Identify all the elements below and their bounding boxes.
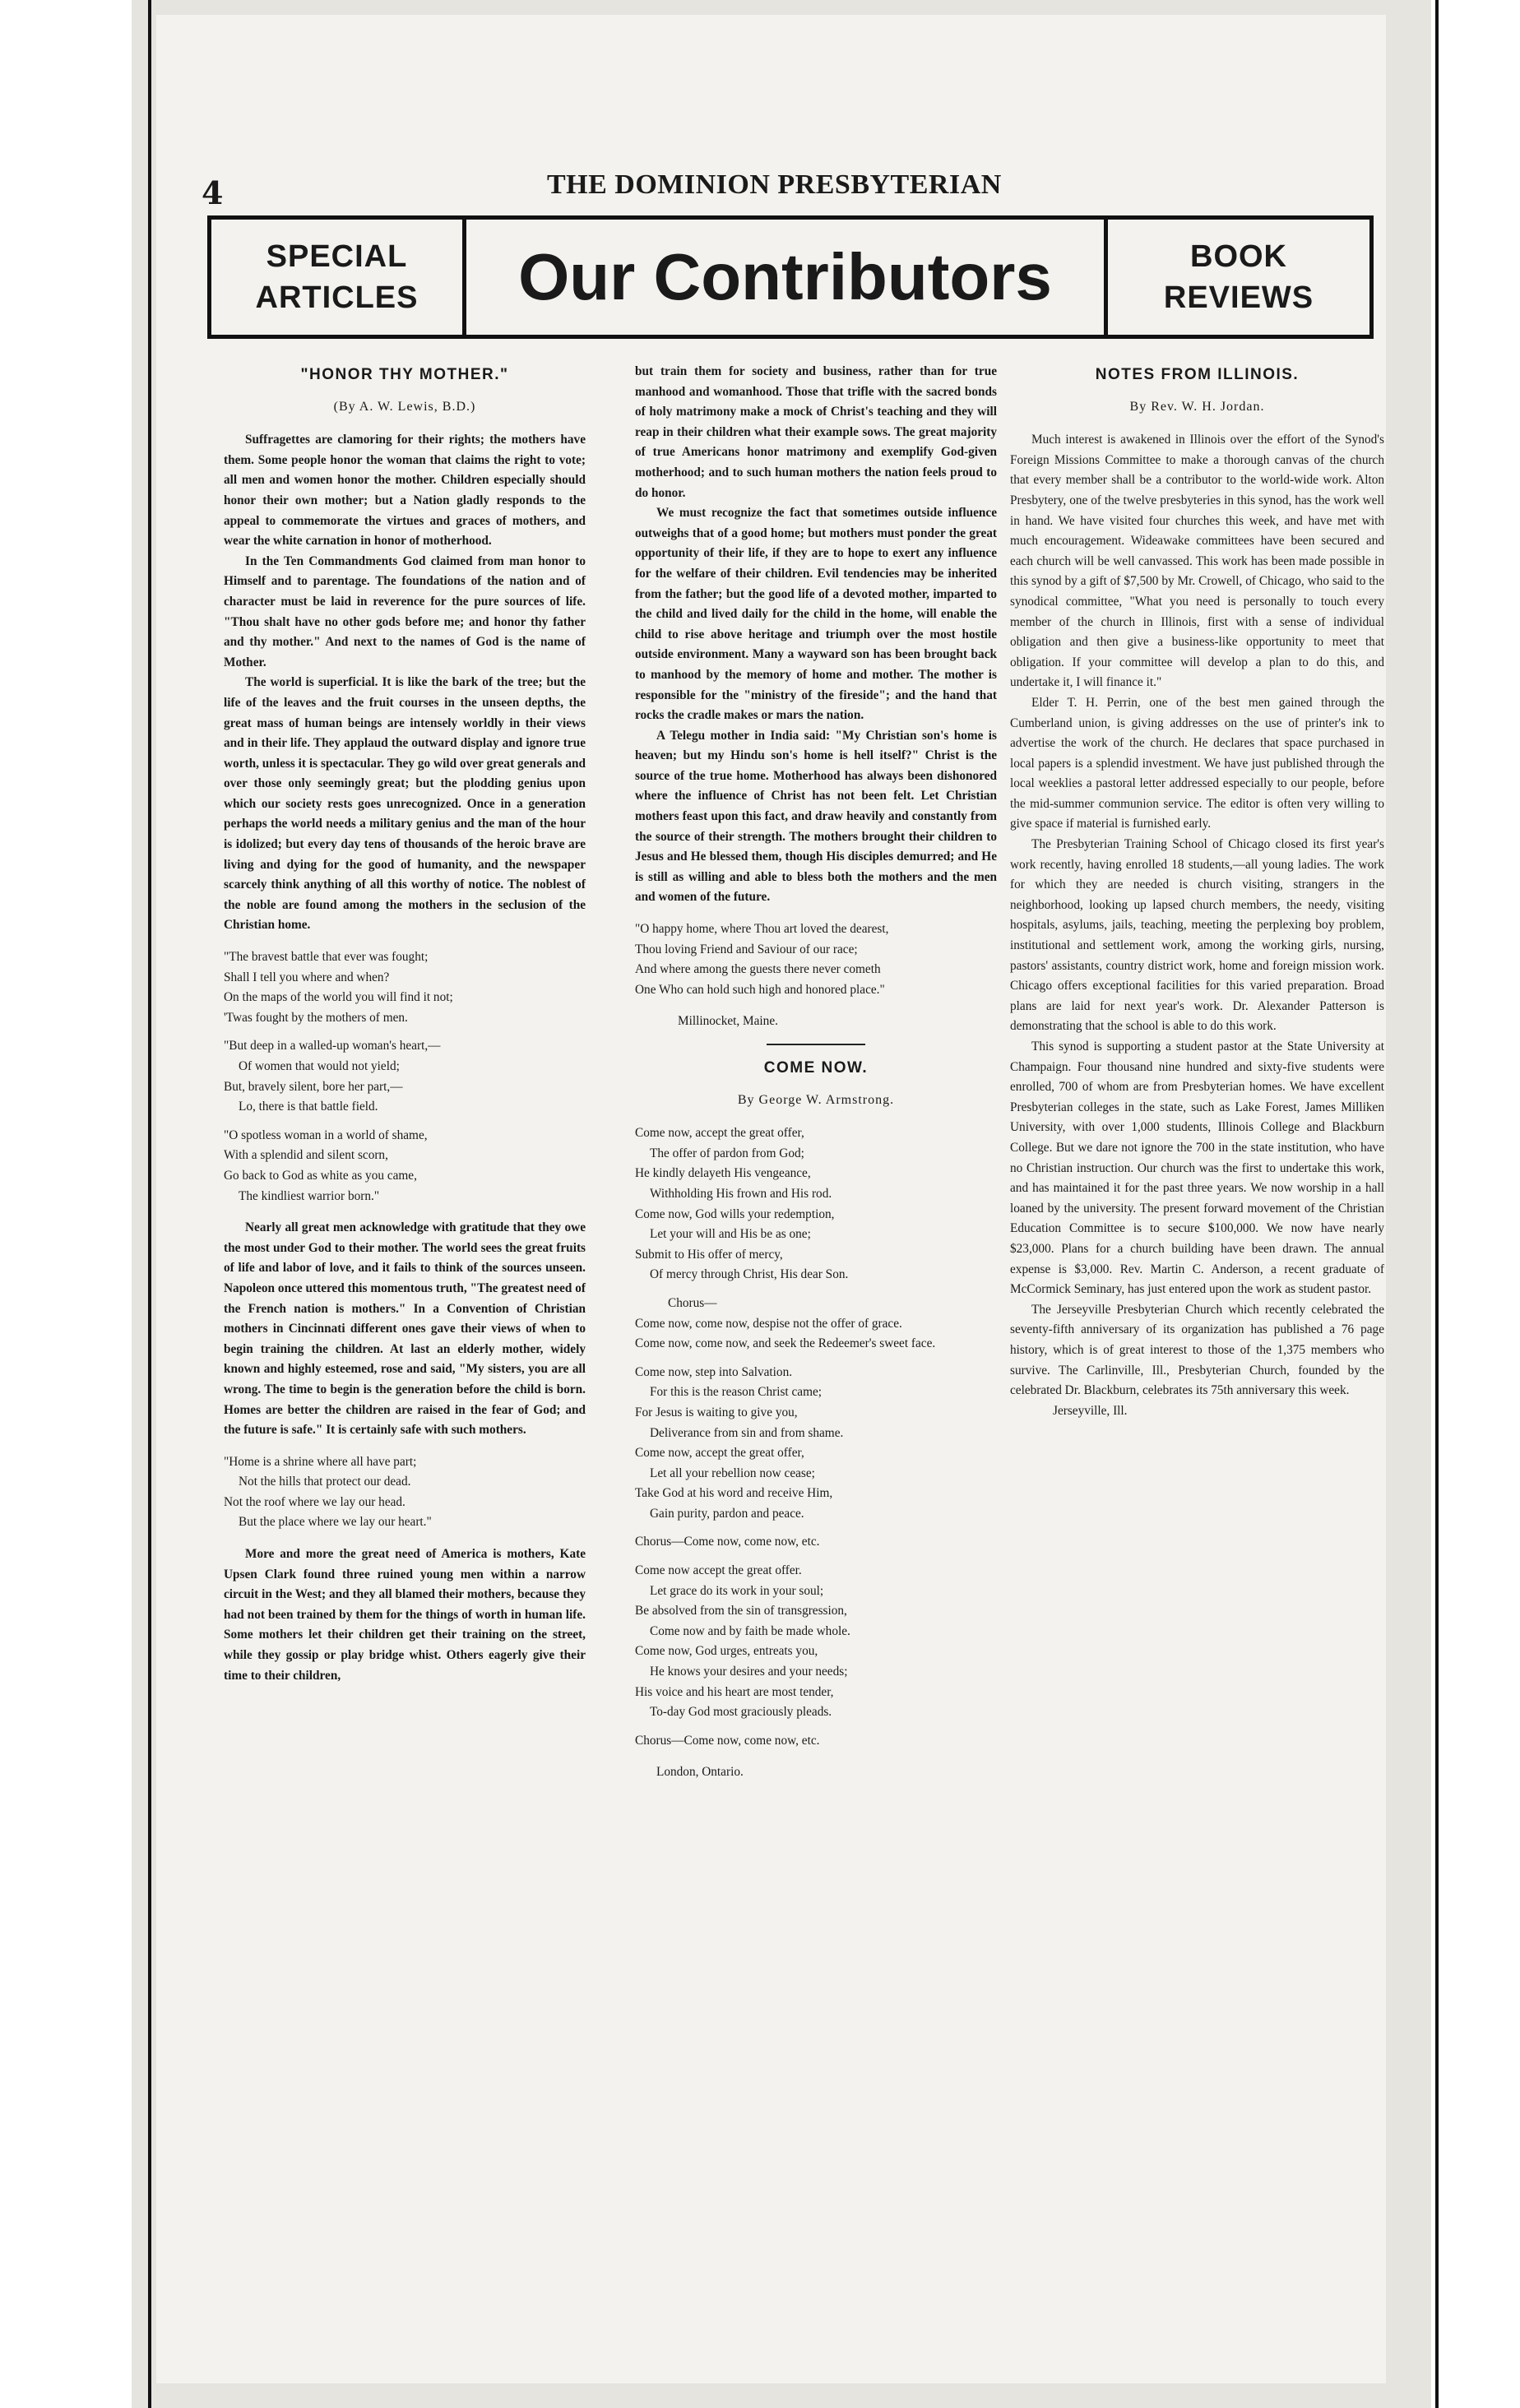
poem-line: 'Twas fought by the mothers of men. xyxy=(224,1010,408,1025)
paragraph: A Telegu mother in India said: "My Christian son's home is heaven; but my Hindu son's home is hell itself?" Christ is the source of the true home. Motherhood has always been dishonored where the influence of Christ has not been felt. Let Christian mothers feast upon this fact, and draw heavily and constantly from the source of their strength. The mothers brought their children to Jesus and He blessed them, though His disciples demurred; and He is still as willing and able to bless both the mothers and the men and women of the future. xyxy=(635,728,997,905)
poem-verse xyxy=(635,1561,997,1723)
poem-line: Take God at his word and receive Him, xyxy=(635,1486,833,1501)
column-2 xyxy=(635,362,997,1783)
poem-line: Come now, come now, and seek the Redeemer's sweet face. xyxy=(635,1336,936,1351)
poem-line: Come now accept the great offer. xyxy=(635,1563,802,1578)
poem-line: Submit to His offer of mercy, xyxy=(635,1247,783,1262)
poem-line: For Jesus is waiting to give you, xyxy=(635,1405,798,1419)
poem-line: He kindly delayeth His vengeance, xyxy=(635,1166,811,1181)
paragraph: More and more the great need of America is mothers, Kate Upsen Clark found three ruined young men within a narrow circuit in the West; and they all blamed their mothers, because they had not been trained by them for the things of worth in human life. Some mothers let their children get their training on the street, while they gossip or play bridge whist. Others eagerly give their time to their children, xyxy=(224,1547,586,1683)
article-title: "HONOR THY MOTHER." xyxy=(300,366,509,383)
poem xyxy=(224,947,586,1206)
scan-edge-left xyxy=(148,0,151,2408)
poem-verse xyxy=(635,919,997,1000)
poem-line: Thou loving Friend and Saviour of our race; xyxy=(635,942,858,956)
poem-verse xyxy=(224,1036,586,1117)
poem-line: Of mercy through Christ, His dear Son. xyxy=(650,1267,849,1282)
scan-edge-right xyxy=(1435,0,1439,2408)
article-byline: (By A. W. Lewis, B.D.) xyxy=(333,399,476,414)
poem-line: "O happy home, where Thou art loved the dearest, xyxy=(635,922,889,937)
poem-line: Chorus— xyxy=(668,1295,717,1310)
poem-line: Let all your rebellion now cease; xyxy=(650,1466,815,1480)
poem-line: Come now, God wills your redemption, xyxy=(635,1206,835,1221)
article-signoff: Millinocket, Maine. xyxy=(678,1014,778,1029)
poem-line: Chorus—Come now, come now, etc. xyxy=(635,1733,820,1748)
paragraph: Nearly all great men acknowledge with gratitude that they owe the most under God to their mother. The world sees the great fruits of life and labor of love, and it fails to think of the sources unseen. Napoleon once uttered this momentous truth, "The greatest need of the French nation is mothers." In a Convention of Christian mothers in Cincinnati different ones gave their views of when to begin training the children. At last an elderly mother, widely known and highly esteemed, rose and said, "My sisters, you are all wrong. The time to begin is the generation before the child is born. Homes are better the children are raised in the fear of God; and the future is safe." It is certainly safe with such mothers. xyxy=(224,1220,586,1438)
poem-verse xyxy=(635,1294,997,1354)
poem-verse xyxy=(224,1452,586,1533)
poem-line: Come now, accept the great offer, xyxy=(635,1126,804,1141)
banner-title: Our Contributors xyxy=(518,240,1052,313)
banner-right-box xyxy=(1104,220,1369,335)
poem-line: His voice and his heart are most tender, xyxy=(635,1684,834,1699)
paragraph: This synod is supporting a student pastor at the State University at Champaign. Four thousand nine hundred and sixty-five students were enrolled, 700 of whom are from Presbyterian homes. We have excellent Presbyterian colleges in the state, such as Lake Forest, James Milliken University, with over 1,000 students, Illinois College and Blackburn College. But we dare not ignore the 700 in the state institution, who have no Christian instruction. Our church was the first to undertake this work, and has maintained it for the past three years. We now worship in a hall loaned by the university. The present forward movement of the Christian Education Committee is to secure $100,000. We now have nearly $23,000. Plans for a church building have been drawn. The annual expense is $3,000. Rev. Martin C. Anderson, a recent graduate of McCormick Seminary, has just entered upon the work as student pastor. xyxy=(1010,1040,1384,1297)
page-number: 4 xyxy=(202,174,224,211)
poem-line: Not the roof where we lay our head. xyxy=(224,1494,405,1509)
banner-special-articles: SPECIAL ARTICLES xyxy=(255,239,419,315)
poem-line: Go back to God as white as you came, xyxy=(224,1168,417,1183)
poem-line: The kindliest warrior born." xyxy=(239,1188,380,1203)
poem xyxy=(635,919,997,1000)
poem-line: Chorus—Come now, come now, etc. xyxy=(635,1535,820,1549)
poem-line: "Home is a shrine where all have part; xyxy=(224,1454,417,1469)
poem-line: Come now, step into Salvation. xyxy=(635,1364,793,1379)
poem-line: For this is the reason Christ came; xyxy=(650,1385,823,1400)
poem-line: He knows your desires and your needs; xyxy=(650,1665,848,1679)
divider-rule xyxy=(767,1044,865,1045)
section-banner xyxy=(207,215,1374,339)
paragraph: but train them for society and business, rather than for true manhood and womanhood. Those that trifle with the sacred bonds of holy matrimony make a mock of Christ's teaching and they will reap in their children what their example sows. The great majority of true Americans honor matrimony and exemplify God-given motherhood; and to such human mothers the nation feels proud to do honor. xyxy=(635,364,997,500)
poem-line: Let grace do its work in your soul; xyxy=(650,1583,824,1598)
article-signoff: London, Ontario. xyxy=(656,1765,744,1780)
poem-line: On the maps of the world you will find it not; xyxy=(224,990,453,1005)
poem-line: "But deep in a walled-up woman's heart,— xyxy=(224,1039,441,1054)
poem-verse xyxy=(635,1123,997,1285)
running-head: THE DOMINION PRESBYTERIAN xyxy=(547,169,1002,200)
paragraph: Much interest is awakened in Illinois over the effort of the Synod's Foreign Missions Committee to make a thorough canvas of the church that every member shall be a contributor to the world-wide work. Alton Presbytery, one of the twelve presbyteries in this synod, has the work well in hand. We have visited four churches this week, and have met with much encouragement. Wideawake committees have been secured and each church will be well canvassed. This work has been made possible in this synod by a gift of $7,500 by Mr. Crowell, of Chicago, who said to the synodical committee, "What you need is personally to touch every member of the church in Illinois, first with a sense of individual obligation and then give a business-like opportunity to meet that obligation. If your committee will develop a plan to do this, and undertake it, I will finance it." xyxy=(1010,433,1384,690)
poem-verse xyxy=(635,1363,997,1525)
poem-line: Come now, God urges, entreats you, xyxy=(635,1644,818,1659)
poem-line: Shall I tell you where and when? xyxy=(224,970,390,984)
banner-center xyxy=(466,220,1104,335)
paragraph: Suffragettes are clamoring for their rights; the mothers have them. Some people honor the woman that claims the right to vote; all men and women honor the mother. Children especially should honor their own mother; but a Nation gladly responds to the appeal to commemorate the virtues and graces of mothers, and wear the white carnation in honor of motherhood. xyxy=(224,433,586,549)
poem xyxy=(224,1452,586,1533)
poem-verse xyxy=(224,947,586,1028)
paragraph: The Presbyterian Training School of Chicago closed its first year's work recently, having enrolled 18 students,—all young ladies. The work for which they are needed is church visiting, strangers in the neighborhood, looking up lapsed church members, the needy, visiting hospitals, asylums, jails, teaching, meeting the perplexing boy problem, institutional and settlement work, among the working girls, nursing, pastors' assistants, country district work, home and foreign mission work. Chicago offers exceptional facilities for this varied preparation. Broad plans are laid for next year's work. Dr. Alexander Patterson is demonstrating that the school is able to do this work. xyxy=(1010,837,1384,1034)
poem-line: "O spotless woman in a world of shame, xyxy=(224,1128,428,1142)
paragraph: The world is superficial. It is like the bark of the tree; but the life of the leaves and the fruit courses in the unseen depths, the great mass of human beings are intensely worldly in their views and in their life. They applaud the outward display and ignore true worth, unless it is spectacular. They go wild over great generals and over those only seemingly great; but the plodding genius upon which our society rests goes unrecognized. Once in a generation perhaps the world needs a military genius and the man of the hour is idolized; but every day tens of thousands of the heroic brave are living and dying for the good of humanity, and the newspaper scarcely think anything of all this worthy of notice. The noblest of the noble are found among the mothers in the seclusion of the Christian home. xyxy=(224,675,586,933)
paragraph: The Jerseyville Presbyterian Church which recently celebrated the seventy-fifth anniversary of its organization has published a 76 page history, which is of great interest to those of the 1,375 members who survive. The Carlinville, Ill., Presbyterian Church, founded by the celebrated Dr. Blackburn, celebrates its 75th anniversary this week. xyxy=(1010,1302,1384,1398)
poem-line: Gain purity, pardon and peace. xyxy=(650,1506,804,1521)
poem-line: Withholding His frown and His rod. xyxy=(650,1186,832,1201)
column-1 xyxy=(224,362,586,1686)
article-title: NOTES FROM ILLINOIS. xyxy=(1095,366,1300,383)
poem-line: With a splendid and silent scorn, xyxy=(224,1148,388,1163)
poem-line: One Who can hold such high and honored place." xyxy=(635,982,885,997)
banner-book-reviews: BOOK REVIEWS xyxy=(1163,239,1314,315)
article-signoff: Jerseyville, Ill. xyxy=(1053,1403,1128,1418)
poem-line: Be absolved from the sin of transgression, xyxy=(635,1604,847,1618)
poem-line: And where among the guests there never cometh xyxy=(635,962,881,977)
paragraph: In the Ten Commandments God claimed from man honor to Himself and to parentage. The foundations of the nation and of character must be laid in reverence for the pure sources of life. "Thou shalt have no other gods before me; and honor thy father and thy mother." And next to the names of God is the name of Mother. xyxy=(224,553,586,669)
poem-line: But, bravely silent, bore her part,— xyxy=(224,1079,403,1094)
poem-line: The offer of pardon from God; xyxy=(650,1146,804,1160)
article-byline: By Rev. W. H. Jordan. xyxy=(1129,399,1265,414)
poem-verse xyxy=(224,1126,586,1206)
poem-line: "The bravest battle that ever was fought; xyxy=(224,950,429,965)
poem-line: Not the hills that protect our dead. xyxy=(239,1475,411,1489)
poem-line: Come now, come now, despise not the offer of grace. xyxy=(635,1316,902,1331)
banner-left-box xyxy=(211,220,466,335)
poem-line: Of women that would not yield; xyxy=(239,1059,400,1073)
poem-line: Deliverance from sin and from shame. xyxy=(650,1425,844,1440)
poem-line: Lo, there is that battle field. xyxy=(239,1100,378,1114)
poem xyxy=(635,1123,997,1751)
paragraph: We must recognize the fact that sometimes outside influence outweighs that of a good home; but mothers must ponder the great opportunity of their life, if they are to hope to exert any influence for the welfare of their children. Evil tendencies may be inherited from the father; but the good life of a devoted mother, imparted to the child and lived daily for the child in the home, will enable the child to rise above heritage and triumph over the most hostile outside environment. Many a wayward son has been brought back to manhood by the memory of home and mother. The mother is responsible for the "ministry of the fireside"; and the hand that rocks the cradle makes or mars the nation. xyxy=(635,506,997,723)
article-byline: By George W. Armstrong. xyxy=(737,1092,895,1107)
poem-line: Let your will and His be as one; xyxy=(650,1227,811,1242)
column-3 xyxy=(1010,362,1384,1421)
poem-verse xyxy=(635,1532,997,1553)
poem-verse xyxy=(635,1731,997,1752)
poem-line: Come now and by faith be made whole. xyxy=(650,1623,850,1638)
poem-line: To-day God most graciously pleads. xyxy=(650,1705,832,1720)
article-title: COME NOW. xyxy=(763,1059,869,1077)
paragraph: Elder T. H. Perrin, one of the best men gained through the Cumberland union, is giving addresses on the use of printer's ink to advertise the work of the church. He declares that space purchased in local papers is a splendid investment. We have just published through the local weeklies a pastoral letter addressed especially to our people, before the mid-summer communion service. The editor is often very willing to give space if material is furnished early. xyxy=(1010,695,1384,831)
poem-line: Come now, accept the great offer, xyxy=(635,1446,804,1461)
poem-line: But the place where we lay our heart." xyxy=(239,1515,432,1530)
